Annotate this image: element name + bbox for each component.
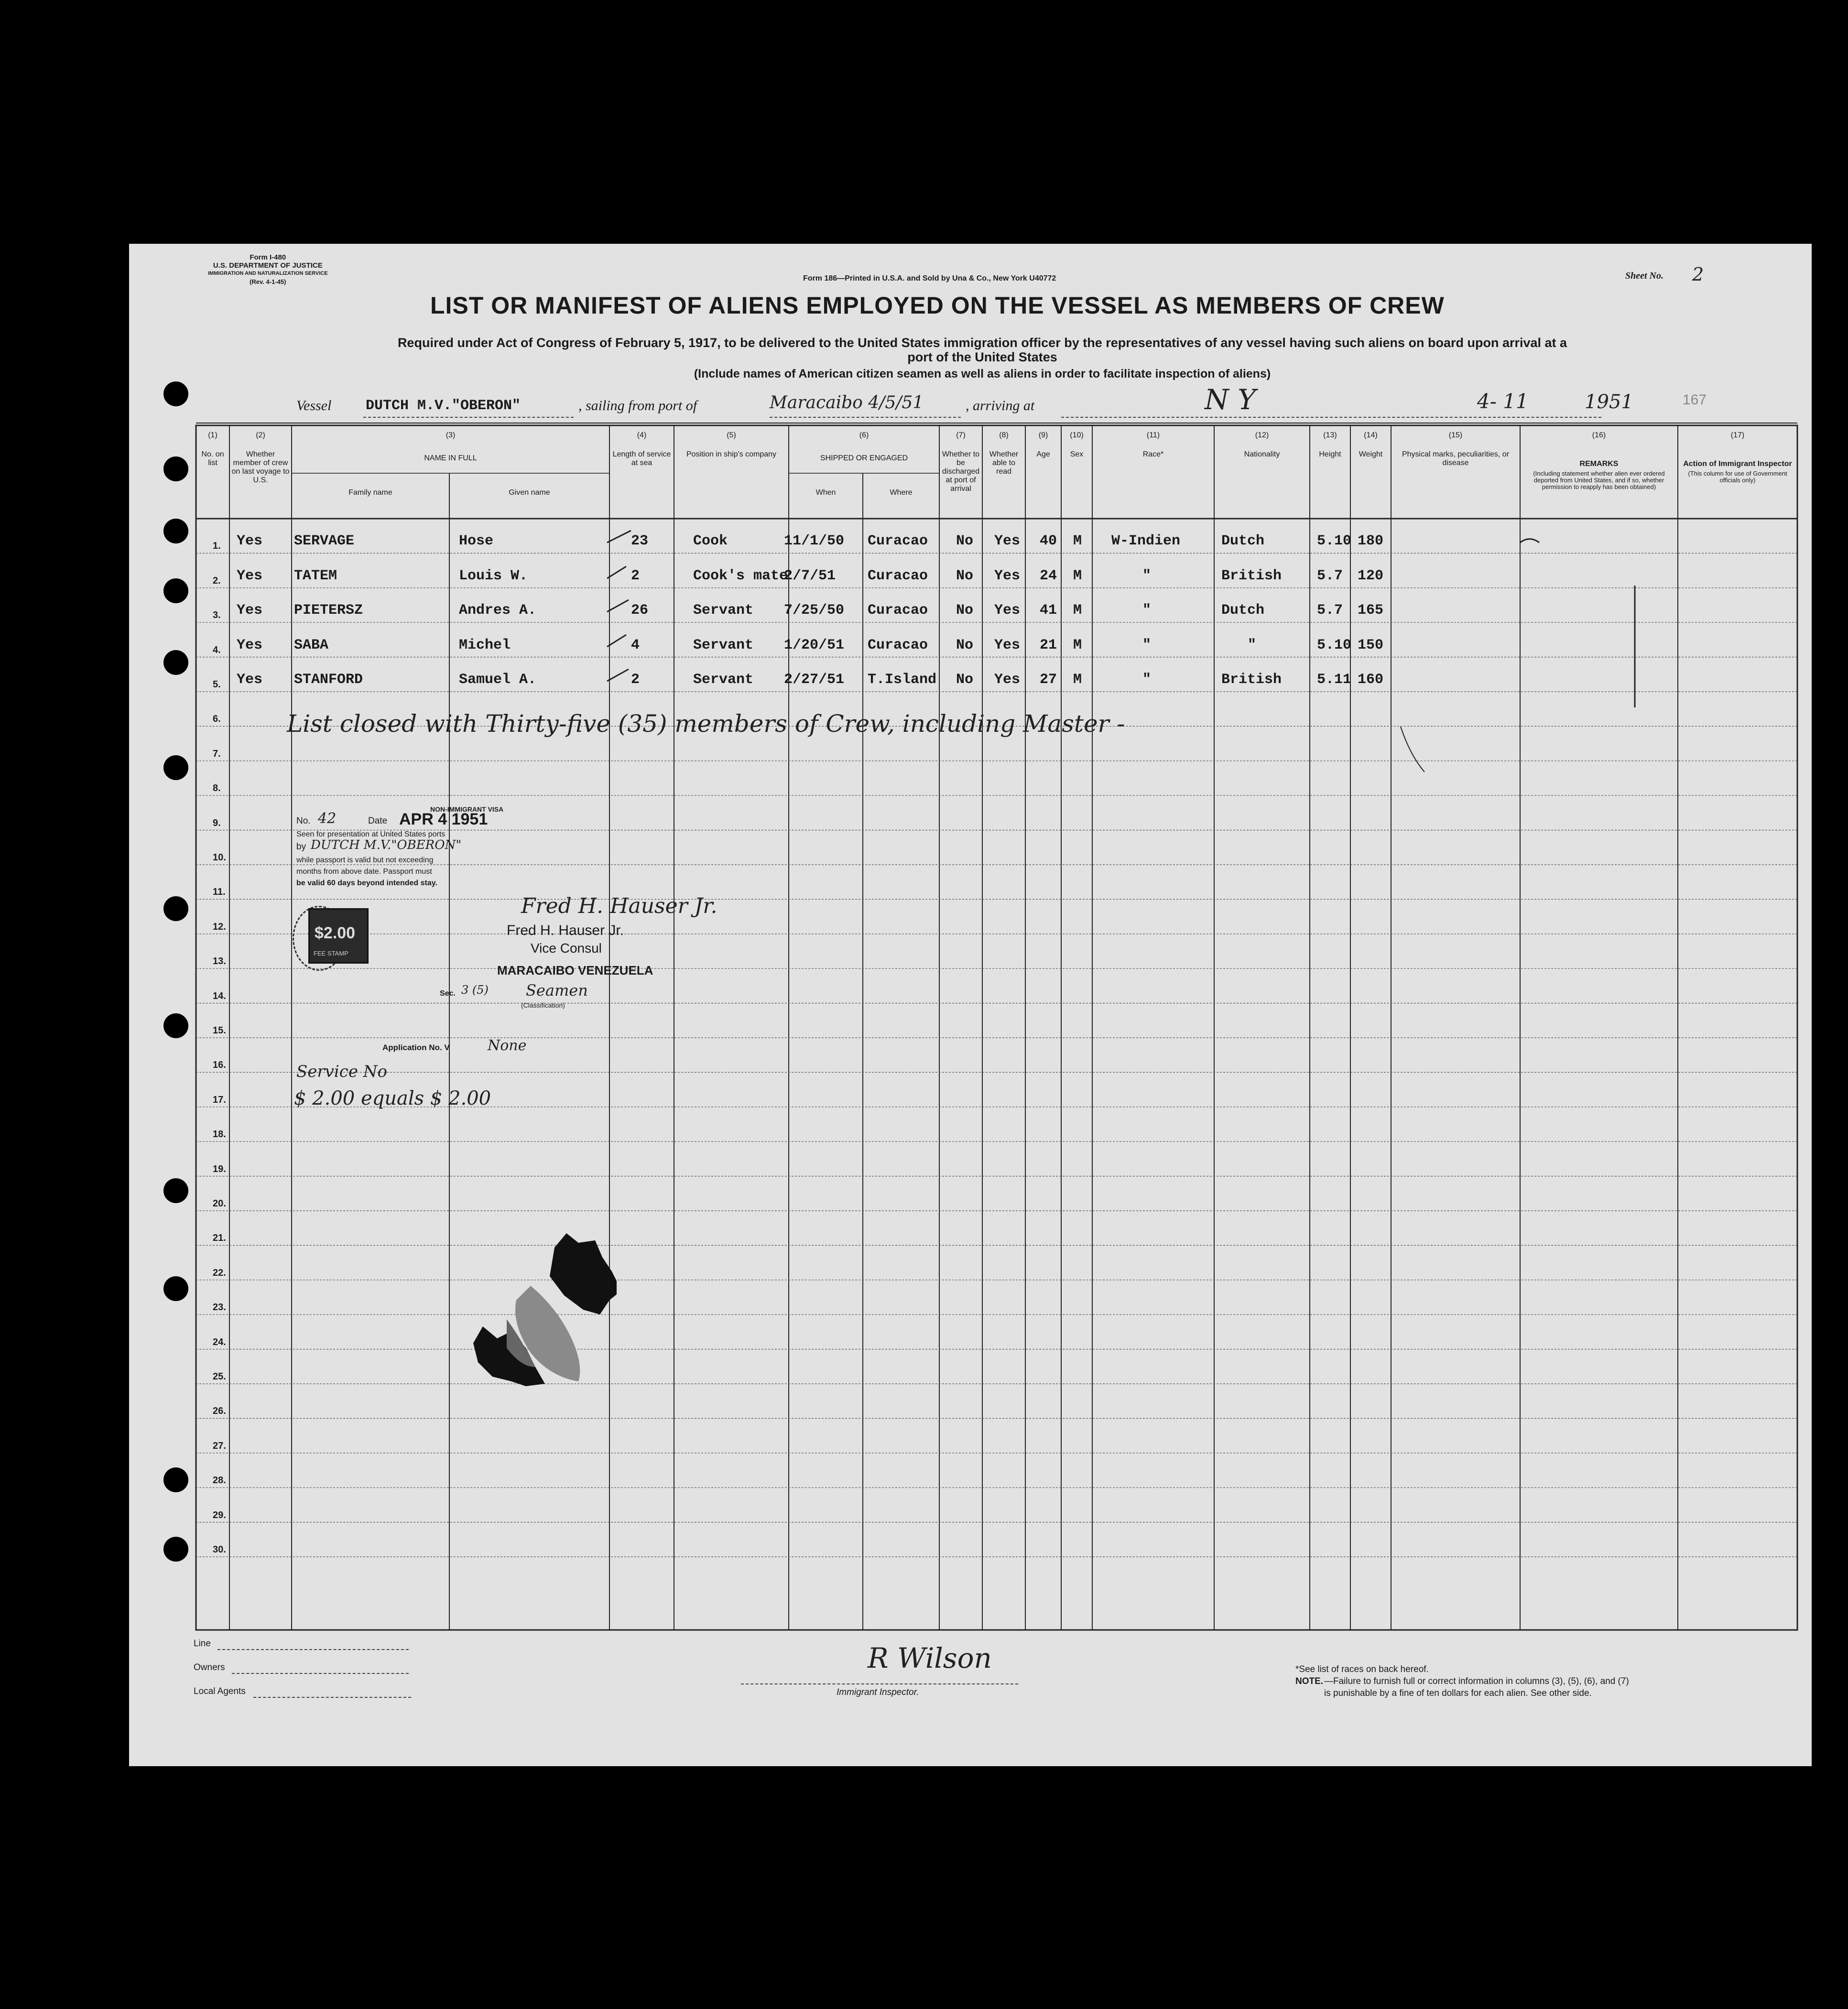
given-name-cell: Louis W.	[459, 567, 528, 584]
family-name-cell: SABA	[294, 637, 329, 653]
height-cell: 5.7	[1317, 567, 1343, 584]
discharged-cell: No	[956, 672, 974, 688]
column-subheader: Family name	[348, 489, 392, 497]
visa-no-label: No.	[296, 816, 311, 826]
last-voyage-cell: Yes	[237, 602, 263, 619]
row-number: 18.	[213, 1129, 226, 1140]
family-name-cell: PIETERSZ	[294, 602, 363, 619]
visa-classification: Seamen	[526, 981, 588, 999]
requirement-line1: Required under Act of Congress of February 5, 1917, to be delivered to the United States immigration officer by the representatives of any vessel having such aliens on board upon arrival at a	[397, 336, 1567, 350]
row-number: 2.	[213, 575, 221, 586]
sheet-number-value: 2	[1692, 264, 1704, 285]
consul-city: MARACAIBO VENEZUELA	[497, 963, 653, 977]
position-cell: Cook's mate	[693, 567, 788, 584]
height-cell: 5.7	[1317, 602, 1343, 619]
manifest-sheet	[129, 244, 1812, 1766]
last-voyage-cell: Yes	[237, 567, 263, 584]
row-number: 26.	[213, 1406, 226, 1417]
shipped-when-cell: 2/7/51	[784, 567, 836, 584]
weight-cell: 120	[1358, 567, 1384, 584]
embossed-seal-marks	[464, 1224, 617, 1396]
shipped-where-cell: Curacao	[868, 567, 928, 584]
sheet-number-label: Sheet No.	[1625, 271, 1663, 281]
shipped-when-cell: 7/25/50	[784, 602, 845, 619]
row-number: 11.	[213, 887, 226, 898]
row-number: 9.	[213, 817, 221, 828]
row-number: 10.	[213, 852, 226, 863]
requirement-note: (Include names of American citizen seamen as well as aliens in order to facilitate inspection of aliens)	[694, 367, 1271, 380]
weight-cell: 165	[1358, 602, 1384, 619]
consul-name: Fred H. Hauser Jr.	[507, 923, 624, 938]
row-number: 24.	[213, 1336, 226, 1347]
row-number: 30.	[213, 1544, 226, 1555]
visa-line3: while passport is valid but not exceeding	[296, 856, 434, 864]
column-number: (11)	[1146, 431, 1160, 439]
discharged-cell: No	[956, 637, 974, 653]
given-name-cell: Andres A.	[459, 602, 537, 619]
column-header: Race*	[1142, 450, 1164, 458]
footer-agents-underline	[253, 1697, 411, 1698]
footer-owners-underline	[232, 1673, 409, 1674]
age-cell: 21	[1040, 637, 1057, 653]
column-header: Whether to be discharged at port of arrival	[942, 450, 980, 493]
shipped-when-cell: 2/27/51	[784, 672, 845, 688]
visa-date-label: Date	[368, 816, 388, 826]
weight-cell: 150	[1358, 637, 1384, 653]
arriving-port: N Y	[1205, 383, 1256, 416]
race-cell: "	[1142, 672, 1152, 688]
race-cell: "	[1142, 567, 1152, 584]
row-number: 13.	[213, 956, 226, 967]
handwritten-note-2: $ 2.00 equals $ 2.00	[294, 1087, 491, 1109]
column-number: (6)	[859, 431, 869, 439]
form-revision: (Rev. 4-1-45)	[250, 278, 286, 285]
shipped-where-cell: T.Island	[868, 672, 937, 688]
age-cell: 41	[1040, 602, 1057, 619]
handwritten-note-1: Service No	[296, 1062, 387, 1081]
inspector-signature: R Wilson	[868, 1642, 992, 1674]
manifest-title: LIST OR MANIFEST OF ALIENS EMPLOYED ON THE VESSEL AS MEMBERS OF CREW	[430, 292, 1445, 319]
vessel-label: Vessel	[296, 398, 332, 413]
seal-impression	[550, 1233, 617, 1314]
weight-cell: 160	[1358, 672, 1384, 688]
row-number: 1.	[213, 541, 221, 552]
service-name: IMMIGRATION AND NATURALIZATION SERVICE	[208, 271, 328, 276]
last-voyage-cell: Yes	[237, 672, 263, 688]
row-number: 23.	[213, 1302, 226, 1313]
footer-line-label: Line	[194, 1639, 211, 1649]
shipped-where-cell: Curacao	[868, 637, 928, 653]
row-number: 4.	[213, 644, 221, 655]
application-label: Application No. V	[382, 1043, 450, 1052]
race-cell: "	[1142, 602, 1152, 619]
row-number: 8.	[213, 783, 221, 794]
column-number: (13)	[1323, 431, 1337, 439]
nationality-cell: Dutch	[1221, 602, 1265, 619]
shipped-where-cell: Curacao	[868, 602, 928, 619]
page-stamp-number: 167	[1683, 392, 1707, 408]
row-number: 28.	[213, 1475, 226, 1486]
able-to-read-cell: Yes	[994, 637, 1021, 653]
service-length-cell: 26	[631, 602, 649, 619]
check-mark	[607, 669, 629, 681]
row-number: 20.	[213, 1198, 226, 1209]
height-cell: 5.10	[1317, 533, 1352, 550]
note-text-2: is punishable by a fine of ten dollars for each alien. See other side.	[1324, 1688, 1592, 1698]
visa-line4: months from above date. Passport must	[296, 868, 432, 876]
application-value: None	[488, 1037, 527, 1054]
row-number: 14.	[213, 990, 226, 1001]
form-number: Form I-480	[250, 253, 286, 261]
height-cell: 5.10	[1317, 637, 1352, 653]
revenue-stamp-label: FEE STAMP	[314, 950, 348, 957]
column-number: (5)	[727, 431, 736, 439]
column-number: (2)	[256, 431, 265, 439]
visa-section-value: 3 (5)	[461, 983, 489, 997]
column-header: Whether member of crew on last voyage to U.S.	[231, 450, 290, 484]
column-header: Action of Immigrant Inspector	[1683, 460, 1792, 468]
service-length-cell: 4	[631, 637, 640, 653]
column-number: (10)	[1070, 431, 1084, 439]
sailing-port: Maracaibo 4/5/51	[770, 393, 924, 413]
nationality-cell: Dutch	[1221, 533, 1265, 550]
position-cell: Servant	[693, 637, 754, 653]
race-cell: W-Indien	[1111, 533, 1181, 550]
arriving-label: , arriving at	[966, 398, 1035, 413]
inspector-underline	[741, 1683, 1018, 1684]
arrival-year: 1951	[1585, 391, 1633, 413]
visa-line5: be valid 60 days beyond intended stay.	[296, 879, 437, 887]
inspector-label: Immigrant Inspector.	[837, 1687, 919, 1697]
service-length-cell: 23	[631, 533, 649, 550]
discharged-cell: No	[956, 602, 974, 619]
consul-title: Vice Consul	[531, 941, 602, 956]
sex-cell: M	[1073, 567, 1082, 584]
visa-date-value: APR 4 1951	[399, 810, 488, 828]
row-number: 3.	[213, 610, 221, 621]
column-number: (3)	[446, 431, 456, 439]
given-name-cell: Michel	[459, 637, 511, 653]
sex-cell: M	[1073, 672, 1082, 688]
note-text: —Failure to furnish full or correct information in columns (3), (5), (6), and (7)	[1324, 1676, 1629, 1686]
row-number: 16.	[213, 1060, 226, 1071]
nationality-cell: "	[1248, 637, 1257, 653]
check-mark	[607, 566, 626, 578]
revenue-stamp-value: $2.00	[315, 924, 356, 942]
closing-statement: List closed with Thirty-five (35) members of Crew, including Master -	[287, 710, 1125, 738]
column-number: (15)	[1448, 431, 1463, 439]
shipped-when-cell: 1/20/51	[784, 637, 845, 653]
sex-cell: M	[1073, 533, 1082, 550]
row-number: 29.	[213, 1509, 226, 1520]
column-header: Physical marks, peculiarities, or disease	[1402, 450, 1510, 467]
able-to-read-cell: Yes	[994, 533, 1021, 550]
column-header: Position in ship's company	[686, 450, 777, 458]
age-cell: 27	[1040, 672, 1057, 688]
row-number: 22.	[213, 1267, 226, 1278]
column-number: (16)	[1592, 431, 1606, 439]
age-cell: 40	[1040, 533, 1057, 550]
printer-line: Form 186—Printed in U.S.A. and Sold by Una & Co., New York U40772	[803, 274, 1056, 282]
shipped-where-cell: Curacao	[868, 533, 928, 550]
vessel-name: DUTCH M.V."OBERON"	[366, 398, 521, 414]
service-length-cell: 2	[631, 672, 640, 688]
column-header: NAME IN FULL	[424, 454, 477, 462]
column-subheader: Where	[890, 489, 913, 497]
row-number: 7.	[213, 748, 221, 759]
visa-no-value: 42	[318, 810, 337, 827]
sex-cell: M	[1073, 602, 1082, 619]
column-number: (1)	[208, 431, 217, 439]
family-name-cell: STANFORD	[294, 672, 363, 688]
closing-flourish	[1401, 727, 1424, 772]
footer-agents-label: Local Agents	[194, 1686, 246, 1696]
row-number: 19.	[213, 1163, 226, 1174]
discharged-cell: No	[956, 533, 974, 550]
column-number: (7)	[956, 431, 966, 439]
footer-line-underline	[217, 1649, 409, 1650]
column-header: Whether able to read	[989, 450, 1019, 476]
position-cell: Cook	[693, 533, 728, 550]
row-number: 15.	[213, 1025, 226, 1036]
races-note: *See list of races on back hereof.	[1295, 1664, 1429, 1674]
able-to-read-cell: Yes	[994, 602, 1021, 619]
last-voyage-cell: Yes	[237, 637, 263, 653]
arrival-date: 4- 11	[1477, 390, 1529, 413]
shipped-when-cell: 11/1/50	[784, 533, 845, 550]
family-name-cell: SERVAGE	[294, 533, 355, 550]
nationality-cell: British	[1221, 672, 1282, 688]
row-number: 27.	[213, 1440, 226, 1451]
row-number: 21.	[213, 1233, 226, 1244]
column-subheader: When	[815, 489, 836, 497]
column-header: Nationality	[1244, 450, 1280, 458]
weight-cell: 180	[1358, 533, 1384, 550]
consul-signature: Fred H. Hauser Jr.	[521, 894, 717, 918]
row-number: 25.	[213, 1371, 226, 1382]
service-length-cell: 2	[631, 567, 640, 584]
visa-line2-prefix: by	[296, 842, 306, 852]
row-number: 12.	[213, 921, 226, 932]
column-header-note: (This column for use of Government officials only)	[1688, 470, 1787, 484]
sex-cell: M	[1073, 637, 1082, 653]
column-number: (9)	[1038, 431, 1048, 439]
position-cell: Servant	[693, 672, 754, 688]
height-cell: 5.11	[1317, 672, 1352, 688]
column-header: SHIPPED OR ENGAGED	[820, 454, 908, 462]
column-header: Sex	[1070, 450, 1084, 458]
age-cell: 24	[1040, 567, 1057, 584]
consular-visa-stamp	[296, 805, 717, 1025]
column-number: (12)	[1255, 431, 1269, 439]
last-voyage-cell: Yes	[237, 533, 263, 550]
able-to-read-cell: Yes	[994, 672, 1021, 688]
column-header: Weight	[1359, 450, 1383, 458]
check-mark	[607, 531, 631, 543]
column-number: (4)	[637, 431, 647, 439]
visa-line1: Seen for presentation at United States ports	[296, 830, 446, 838]
footer-owners-label: Owners	[194, 1662, 225, 1672]
column-header-note: (Including statement whether alien ever ordered deported from United States, and if so, whether permission to reapply has been obtained)	[1533, 470, 1665, 490]
column-number: (8)	[999, 431, 1009, 439]
requirement-line2: port of the United States	[907, 350, 1057, 364]
visa-section-label: Sec.	[440, 989, 456, 998]
column-header: Height	[1319, 450, 1341, 458]
visa-vessel-name: DUTCH M.V."OBERON"	[311, 838, 462, 852]
column-header: No. on list	[201, 450, 224, 467]
visa-classification-label: (Classification)	[521, 1001, 565, 1009]
revenue-stamp	[308, 908, 369, 964]
row-number: 6.	[213, 714, 221, 725]
column-subheader: Given name	[509, 489, 550, 497]
given-name-cell: Hose	[459, 533, 494, 550]
column-header: Age	[1036, 450, 1050, 458]
given-name-cell: Samuel A.	[459, 672, 537, 688]
row-number: 17.	[213, 1094, 226, 1105]
position-cell: Servant	[693, 602, 754, 619]
column-number: (17)	[1730, 431, 1745, 439]
check-mark	[607, 635, 626, 647]
discharged-cell: No	[956, 567, 974, 584]
race-cell: "	[1142, 637, 1152, 653]
note-label: NOTE.	[1295, 1676, 1324, 1686]
nationality-cell: British	[1221, 567, 1282, 584]
department: U.S. DEPARTMENT OF JUSTICE	[213, 261, 323, 270]
family-name-cell: TATEM	[294, 567, 337, 584]
row-number: 5.	[213, 679, 221, 690]
visa-stamp-heading: NON-IMMIGRANT VISA	[430, 805, 504, 813]
remarks-scribble	[1520, 539, 1539, 543]
check-mark	[607, 600, 629, 612]
column-number: (14)	[1364, 431, 1378, 439]
column-header: REMARKS	[1579, 460, 1619, 468]
able-to-read-cell: Yes	[994, 567, 1021, 584]
sailing-label: , sailing from port of	[578, 398, 697, 413]
column-header: Length of service at sea	[612, 450, 671, 467]
